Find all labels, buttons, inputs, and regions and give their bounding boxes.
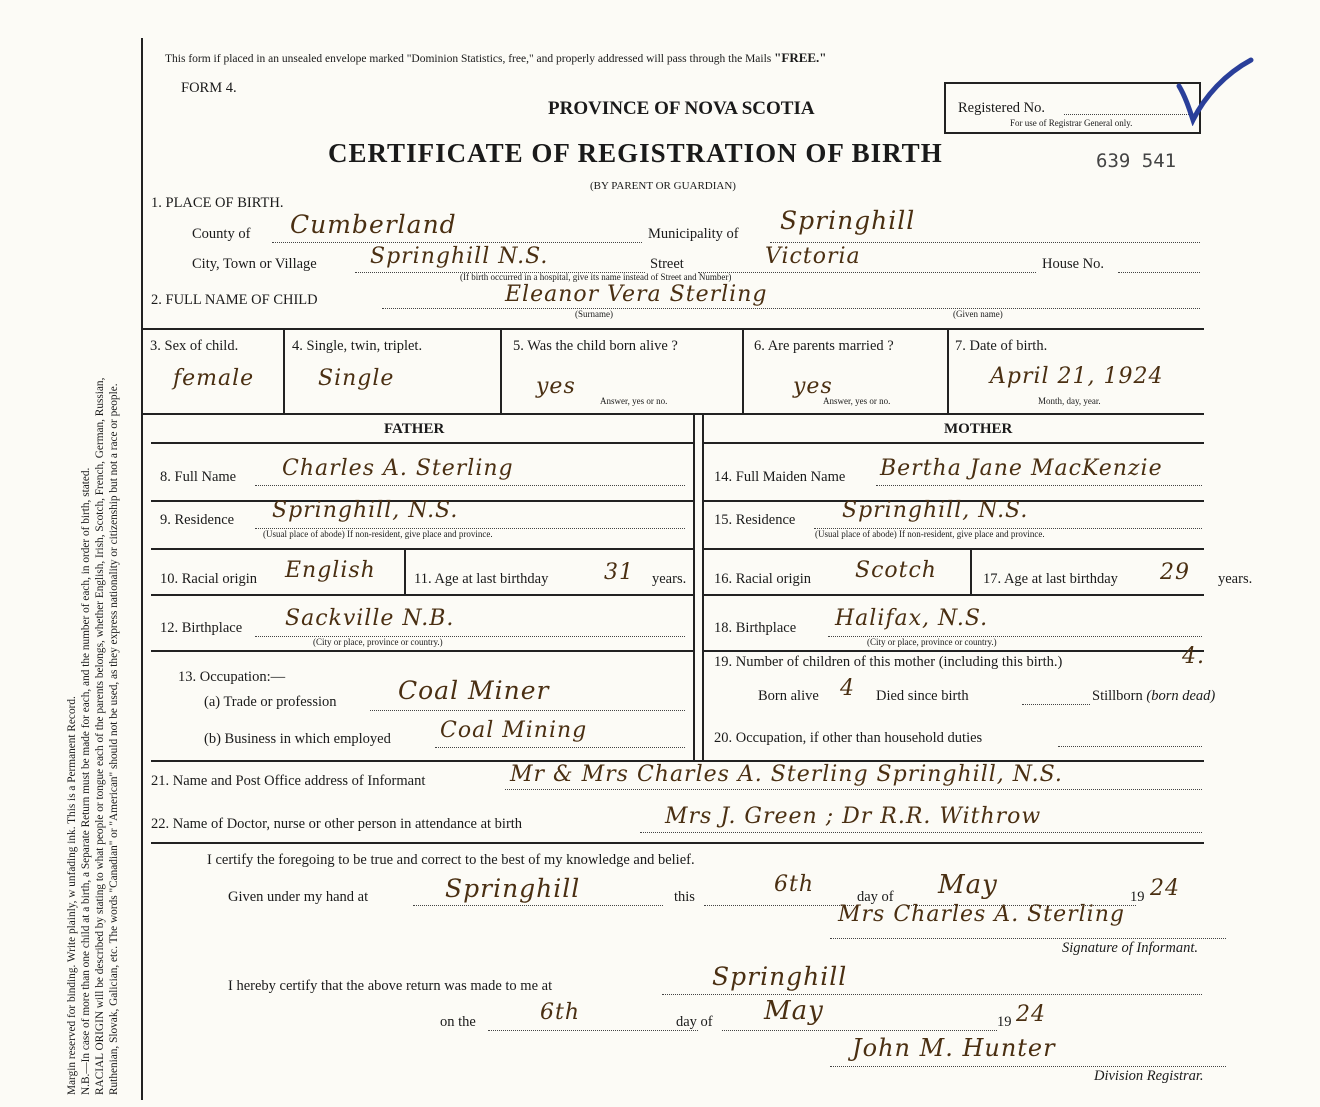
mail-notice (165, 50, 827, 66)
informant-line (505, 789, 1202, 790)
trade-value: Coal Miner (398, 676, 550, 705)
hospital-note: (If birth occurred in a hospital, give its name instead of Street and Number) (460, 272, 732, 282)
reg-day-line (488, 1030, 698, 1031)
municipality-value: Springhill (780, 206, 916, 235)
municipality-label: Municipality of (648, 226, 739, 242)
father-rule-4 (151, 650, 693, 652)
given-name-note: (Given name) (953, 309, 1003, 319)
left-rule (141, 38, 143, 1100)
business-line (435, 747, 685, 748)
day-of-label: day of (857, 889, 894, 905)
father-birthplace-note: (City or place, province or country.) (313, 637, 443, 647)
rule-2 (141, 413, 1204, 415)
year-value: 24 (1150, 876, 1180, 901)
this-label: this (674, 889, 695, 905)
mother-heading: MOTHER (944, 421, 1013, 437)
mother-race-label: 16. Racial origin (714, 571, 812, 587)
certify-statement: I certify the foregoing to be true and correct to the best of my knowledge and belief. (207, 852, 695, 868)
municipality-line (770, 242, 1200, 243)
mother-age-value: 29 (1160, 560, 1190, 585)
married-value: yes (793, 374, 833, 399)
mother-name-value: Bertha Jane MacKenzie (880, 456, 1163, 481)
city-label: City, Town or Village (192, 256, 317, 272)
father-name-value: Charles A. Sterling (282, 456, 514, 481)
died-label: Died since birth (876, 688, 969, 704)
father-birthplace-label: 12. Birthplace (160, 620, 243, 636)
rule-4 (151, 842, 1204, 844)
reg-day-value: 6th (540, 1000, 581, 1025)
street-value: Victoria (765, 244, 861, 269)
mother-rule-2 (704, 548, 1204, 550)
mother-name-line (876, 485, 1202, 486)
street-label: Street (650, 256, 684, 272)
rule-col-4 (947, 330, 949, 414)
registrar-place-value: Springhill (712, 962, 848, 991)
business-label: (b) Business in which employed (204, 731, 391, 747)
nb-note: N.B.—In case of more than one child at a birth, a Separate Return must be made for each, and the number of each, in order of birth, stated. (80, 467, 92, 1095)
margin-note: Margin reserved for binding. Write plainly, w unfading ink. This is a Permanent Record. (66, 696, 78, 1095)
mother-rule-4 (704, 650, 1204, 652)
father-rule-3 (151, 594, 693, 596)
form-number: FORM 4. (181, 80, 237, 96)
died-line (1022, 704, 1090, 705)
father-name-line (255, 485, 685, 486)
born-alive-value: yes (536, 374, 576, 399)
mother-race-divider (970, 550, 972, 594)
children-count-label: 19. Number of children of this mother (including this birth.) (714, 654, 1063, 670)
registrar-place-line (662, 994, 1202, 995)
reg-year-prefix: 19 (997, 1014, 1012, 1030)
house-no-label: House No. (1042, 256, 1105, 272)
informant-signature: Mrs Charles A. Sterling (838, 902, 1125, 927)
rule-center-b (702, 415, 704, 761)
married-label: 6. Are parents married ? (754, 338, 894, 354)
certificate-title: CERTIFICATE OF REGISTRATION OF BIRTH (328, 138, 943, 168)
reg-month-line (722, 1030, 997, 1031)
doctor-label: 22. Name of Doctor, nurse or other person in attendance at birth (151, 816, 523, 832)
informant-label: 21. Name and Post Office address of Informant (151, 773, 426, 789)
father-residence-label: 9. Residence (160, 512, 235, 528)
racial-note-2: Ruthenian, Slovak, Galician, etc. The words "Canadian" or "American" should not be used, as they express nationality or citizenship but not a race or people. (108, 383, 120, 1095)
dob-label: 7. Date of birth. (955, 338, 1048, 354)
father-heading: FATHER (384, 421, 445, 437)
place-heading: 1. PLACE OF BIRTH. (151, 195, 284, 211)
free-text: "FREE." (774, 50, 827, 65)
mother-birthplace-value: Halifax, N.S. (835, 606, 989, 631)
registrar-statement: I hereby certify that the above return was made to me at (228, 978, 553, 994)
on-the-label: on the (440, 1014, 476, 1030)
trade-line (370, 710, 685, 711)
doctor-line (640, 832, 1202, 833)
mother-name-label: 14. Full Maiden Name (714, 469, 846, 485)
father-residence-value: Springhill, N.S. (272, 498, 459, 523)
children-count-value: 4. (1182, 644, 1205, 669)
born-alive-count-label: Born alive (758, 688, 819, 704)
mother-birthplace-note: (City or place, province or country.) (867, 637, 997, 647)
province-heading: PROVINCE OF NOVA SCOTIA (548, 98, 815, 119)
plurality-label: 4. Single, twin, triplet. (292, 338, 423, 354)
informant-signature-label: Signature of Informant. (1062, 940, 1199, 956)
mail-notice-text: This form if placed in an unsealed envelope marked "Dominion Statistics, free," and properly addressed will pass through the Mails (165, 53, 772, 65)
rule-col-2 (500, 330, 502, 414)
father-race-value: English (285, 558, 376, 583)
mother-years-label: years. (1218, 571, 1253, 587)
side-notes (65, 0, 121, 1095)
day-value: 6th (774, 872, 815, 897)
city-value: Springhill N.S. (370, 244, 549, 269)
father-age-label: 11. Age at last birthday (414, 571, 549, 587)
county-line (272, 242, 642, 243)
reg-year-value: 24 (1016, 1002, 1046, 1027)
informant-signature-line (830, 938, 1226, 939)
month-value: May (938, 870, 998, 900)
registered-no-line (1064, 114, 1189, 115)
rule-col-3 (742, 330, 744, 414)
rule-col-1 (283, 330, 285, 414)
father-rule-top (151, 442, 693, 444)
day-line (704, 905, 854, 906)
registered-box (944, 82, 1201, 134)
rule-1 (141, 328, 1204, 330)
married-answer-note: Answer, yes or no. (823, 396, 891, 406)
check-mark-icon (1175, 56, 1255, 126)
mother-occupation-label: 20. Occupation, if other than household duties (714, 730, 983, 746)
sex-label: 3. Sex of child. (150, 338, 239, 354)
registrar-label: Division Registrar. (1094, 1068, 1204, 1084)
trade-label: (a) Trade or profession (204, 694, 337, 710)
alive-answer-note: Answer, yes or no. (600, 396, 668, 406)
business-value: Coal Mining (440, 718, 588, 743)
father-age-value: 31 (604, 560, 634, 585)
mother-race-value: Scotch (855, 558, 937, 583)
born-alive-label: 5. Was the child born alive ? (513, 338, 678, 354)
county-value: Cumberland (290, 210, 457, 239)
registrar-signature: John M. Hunter (852, 1034, 1056, 1062)
father-name-label: 8. Full Name (160, 469, 237, 485)
father-years-label: years. (652, 571, 687, 587)
reg-day-of-label: day of (676, 1014, 713, 1030)
registrar-use-note: For use of Registrar General only. (1010, 118, 1133, 128)
born-alive-count-value: 4 (840, 676, 855, 701)
mother-rule-3 (704, 594, 1204, 596)
mother-residence-note: (Usual place of abode) If non-resident, give place and province. (815, 529, 1045, 539)
given-place-value: Springhill (445, 874, 581, 903)
father-rule-2 (151, 548, 693, 550)
sex-value: female (173, 366, 255, 391)
year-prefix: 19 (1130, 889, 1145, 905)
father-race-divider (404, 550, 406, 594)
given-label: Given under my hand at (228, 889, 369, 905)
father-birthplace-value: Sackville N.B. (285, 606, 455, 631)
informant-value: Mr & Mrs Charles A. Sterling Springhill, N.S. (510, 762, 1063, 787)
occupation-label: 13. Occupation:— (178, 669, 286, 685)
mother-age-label: 17. Age at last birthday (983, 571, 1118, 587)
racial-note-1: RACIAL ORIGIN will be described by stating to what people or tongue each of the parents belongs, whether English, Irish, Scotch, French, German, Russian, (94, 377, 106, 1095)
given-place-line (413, 905, 663, 906)
stamp-number: 639 541 (1096, 150, 1177, 172)
county-label: County of (192, 226, 251, 242)
stillborn-label: Stillborn (1092, 688, 1143, 704)
surname-note: (Surname) (575, 309, 613, 319)
stillborn-group (1092, 688, 1215, 705)
mother-residence-value: Springhill, N.S. (842, 498, 1029, 523)
dob-note: Month, day, year. (1038, 396, 1101, 406)
mother-birthplace-label: 18. Birthplace (714, 620, 797, 636)
doctor-value: Mrs J. Green ; Dr R.R. Withrow (665, 804, 1042, 829)
certificate-subtitle: (BY PARENT OR GUARDIAN) (590, 180, 736, 192)
mother-rule-top (704, 442, 1204, 444)
rule-center-a (693, 415, 695, 761)
registered-no-label: Registered No. (958, 100, 1045, 116)
child-name-line (382, 308, 1200, 309)
child-name-value: Eleanor Vera Sterling (505, 282, 768, 307)
dob-value: April 21, 1924 (990, 364, 1164, 389)
father-race-label: 10. Racial origin (160, 571, 258, 587)
mother-residence-label: 15. Residence (714, 512, 796, 528)
child-name-label: 2. FULL NAME OF CHILD (151, 292, 318, 308)
mother-occupation-line (1058, 746, 1202, 747)
stillborn-note: (born dead) (1146, 688, 1216, 704)
registrar-signature-line (830, 1066, 1226, 1067)
father-residence-note: (Usual place of abode) If non-resident, give place and province. (263, 529, 493, 539)
house-no-line (1118, 272, 1200, 273)
reg-month-value: May (764, 996, 824, 1026)
plurality-value: Single (318, 366, 395, 391)
street-line (698, 272, 1036, 273)
